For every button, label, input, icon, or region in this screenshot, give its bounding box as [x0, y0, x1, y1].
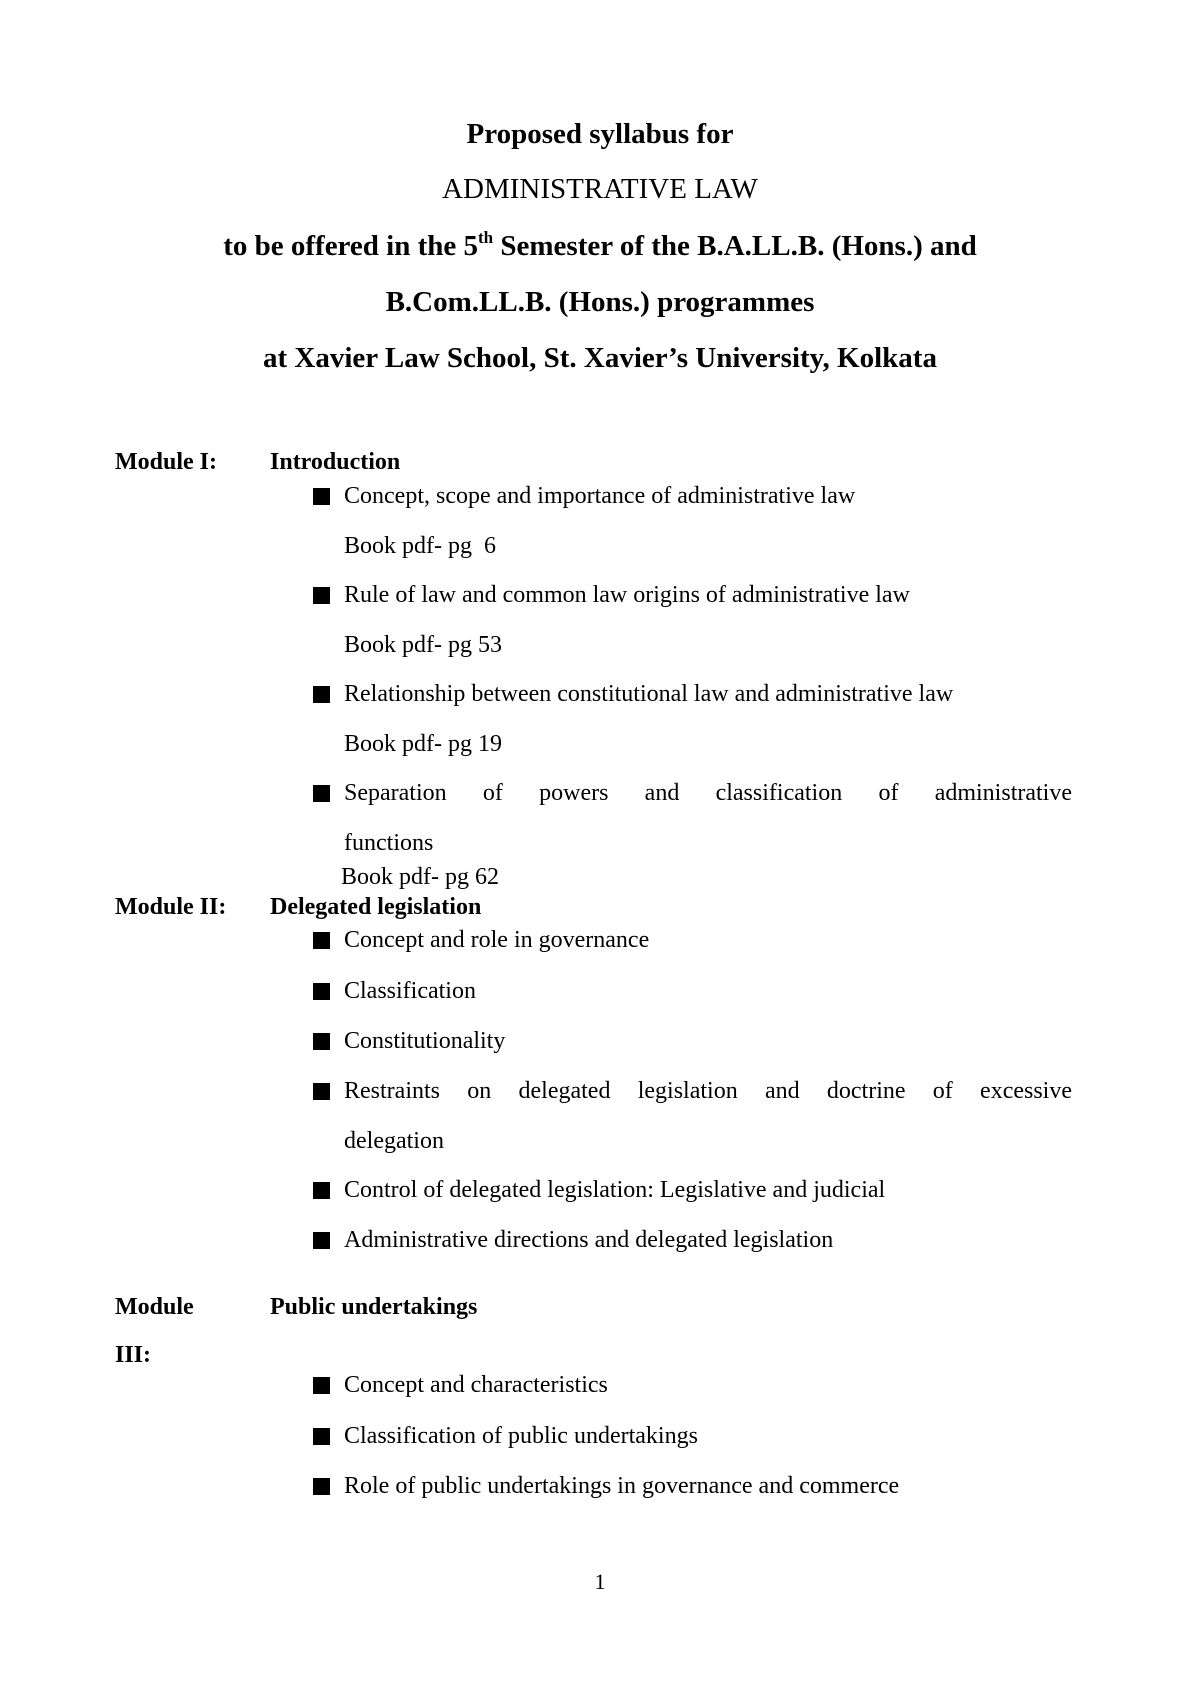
bullet-icon: [313, 1232, 330, 1249]
bullet-icon: [313, 932, 330, 949]
bullet-icon: [313, 1083, 330, 1100]
module-2-item-4-line-2: delegation: [344, 1128, 444, 1154]
module-3-item-1: Concept and characteristics: [344, 1372, 608, 1398]
title-line-3-post: Semester of the B.A.LL.B. (Hons.) and: [493, 230, 977, 262]
title-line-5: at Xavier Law School, St. Xavier’s University, Kolkata: [263, 342, 937, 374]
bullet-icon: [313, 686, 330, 703]
module-2-item-2: Classification: [344, 978, 476, 1004]
module-2-item-5: Control of delegated legislation: Legislative and judicial: [344, 1177, 886, 1203]
bullet-icon: [313, 785, 330, 802]
module-1-item-2: Rule of law and common law origins of administrative law: [344, 582, 910, 608]
module-1-item-3-ref: Book pdf- pg 19: [344, 731, 502, 757]
module-1-item-4-line-1: Separation of powers and classification of administrative: [344, 780, 1072, 806]
module-2-title: Delegated legislation: [270, 894, 482, 920]
module-2-label: Module II:: [115, 894, 227, 920]
module-2-item-4-line-1: Restraints on delegated legislation and doctrine of excessive: [344, 1078, 1072, 1104]
module-1-item-4-line-2: functions: [344, 830, 434, 856]
bullet-icon: [313, 1478, 330, 1495]
module-1-item-1: Concept, scope and importance of administrative law: [344, 483, 856, 509]
module-1-item-2-ref: Book pdf- pg 53: [344, 632, 502, 658]
title-line-3-sup: th: [478, 228, 494, 247]
title-course-name: ADMINISTRATIVE LAW: [442, 173, 758, 205]
bullet-icon: [313, 587, 330, 604]
bullet-icon: [313, 1033, 330, 1050]
module-3-title: Public undertakings: [270, 1294, 478, 1320]
title-line-4: B.Com.LL.B. (Hons.) programmes: [385, 286, 815, 318]
page-number: 1: [594, 1569, 606, 1594]
module-3-item-2: Classification of public undertakings: [344, 1423, 698, 1449]
module-2-item-1: Concept and role in governance: [344, 927, 650, 953]
module-1-label: Module I:: [115, 449, 217, 475]
bullet-icon: [313, 983, 330, 1000]
module-2-item-6: Administrative directions and delegated legislation: [344, 1227, 834, 1253]
module-3-label-line-1: Module: [115, 1294, 194, 1320]
bullet-icon: [313, 1182, 330, 1199]
module-2-item-3: Constitutionality: [344, 1028, 506, 1054]
bullet-icon: [313, 1428, 330, 1445]
module-1-title: Introduction: [270, 449, 401, 475]
bullet-icon: [313, 1377, 330, 1394]
title-line-3-pre: to be offered in the 5: [223, 230, 479, 262]
title-line-3: [0, 228, 1200, 262]
module-1-item-3: Relationship between constitutional law and administrative law: [344, 681, 954, 707]
module-1-item-4-ref: Book pdf- pg 62: [341, 864, 499, 890]
module-3-item-3: Role of public undertakings in governance and commerce: [344, 1473, 900, 1499]
title-line-1: Proposed syllabus for: [466, 118, 734, 150]
module-3-label-line-2: III:: [115, 1342, 152, 1368]
bullet-icon: [313, 488, 330, 505]
module-1-item-1-ref: Book pdf- pg 6: [344, 533, 496, 559]
